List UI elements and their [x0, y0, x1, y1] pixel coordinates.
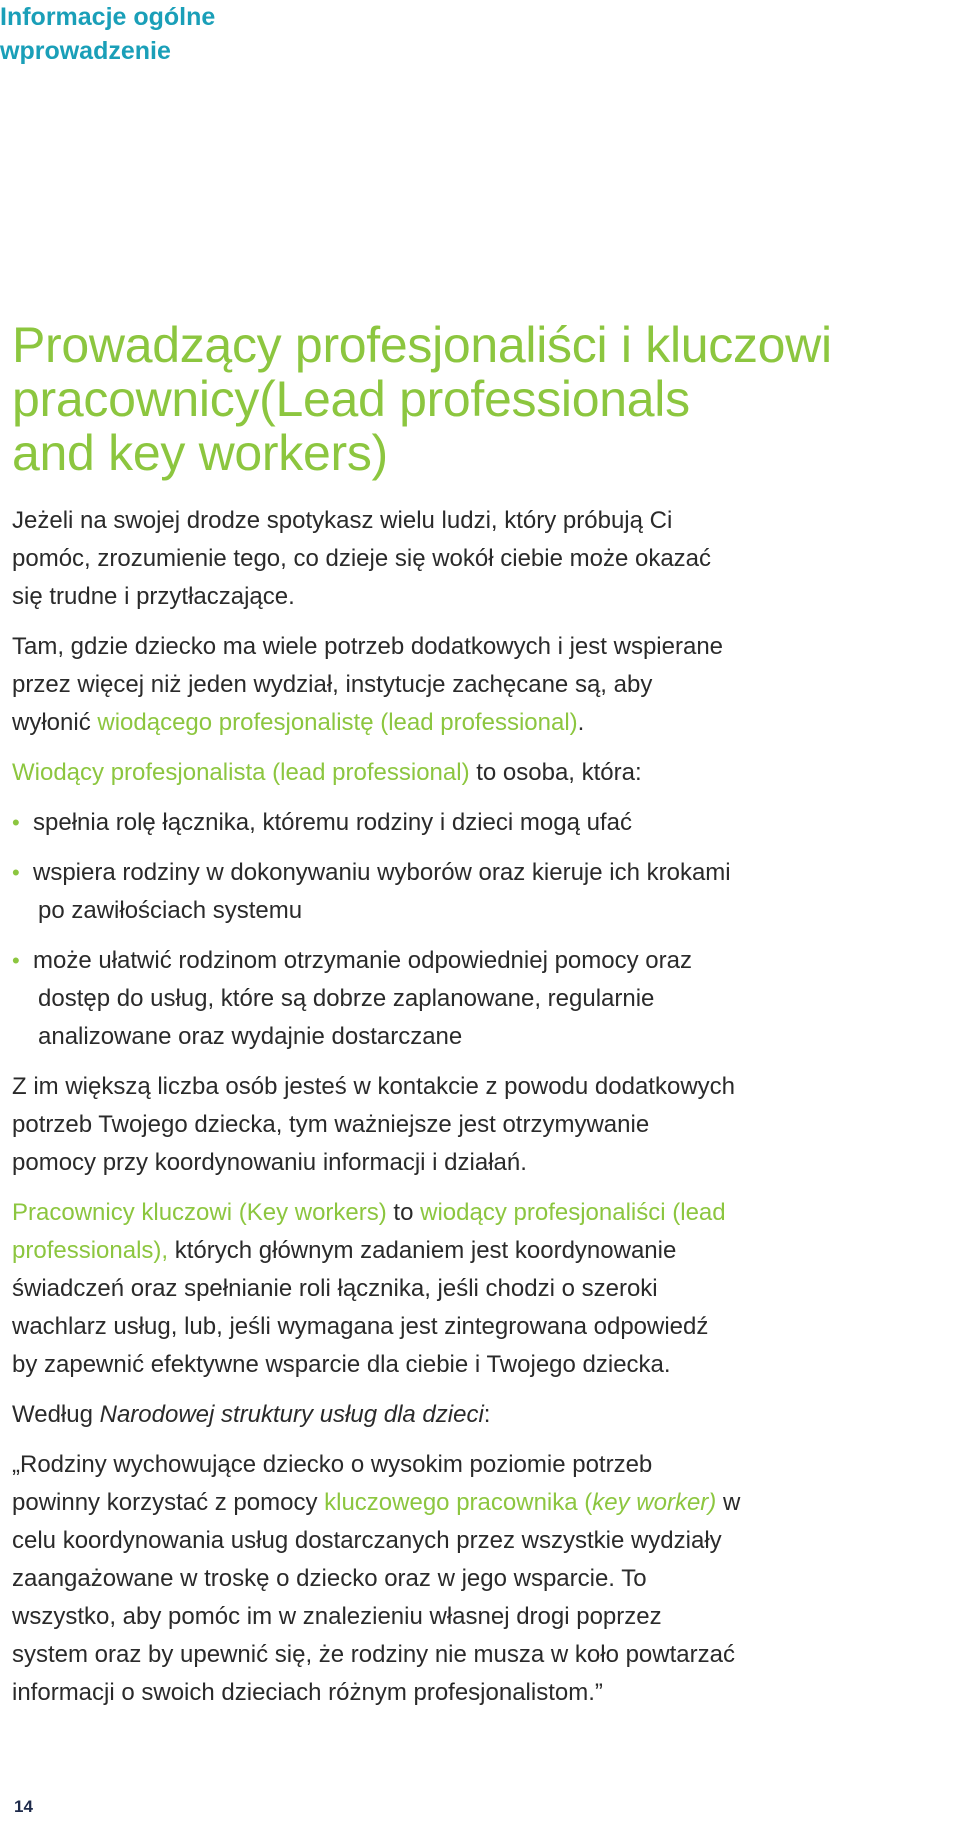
- quote-line-5: wszystko, aby pomóc im w znalezieniu własnej drogi poprzez: [12, 1603, 662, 1630]
- lead-professional-intro-paragraph: [12, 628, 942, 742]
- quotation-text: [12, 1446, 942, 1712]
- lead-professionals-term: wiodący profesjonaliści (lead: [420, 1199, 726, 1226]
- paragraph-4-line-3: pomocy przy koordynowaniu informacji i działań.: [12, 1149, 527, 1176]
- section-header: [0, 0, 215, 68]
- intro-line-1: Jeżeli na swojej drodze spotykasz wielu ludzi, który próbują Ci: [12, 507, 673, 534]
- bullet-icon: •: [12, 810, 20, 835]
- quotation-block: [12, 1446, 942, 1712]
- quote-line-2: [12, 1484, 942, 1522]
- list-item-text: [33, 942, 942, 1056]
- bullet-icon: •: [12, 860, 20, 885]
- page-title: [12, 318, 952, 480]
- intro-line-2: pomóc, zrozumienie tego, co dzieje się wokół ciebie może okazać: [12, 545, 712, 572]
- intro-paragraph: [12, 502, 942, 616]
- list-item-text: [33, 854, 942, 930]
- list-item-line: wspiera rodziny w dokonywaniu wyborów oraz kieruje ich krokami: [33, 859, 731, 886]
- paragraph-2-text: wyłonić: [12, 709, 98, 736]
- coordination-paragraph: [12, 1068, 942, 1182]
- intro-line-3: się trudne i przytłaczające.: [12, 583, 295, 610]
- paragraph-4-line-1: Z im większą liczba osób jesteś w kontakcie z powodu dodatkowych: [12, 1073, 735, 1100]
- list-item-line: spełnia rolę łącznika, któremu rodziny i dzieci mogą ufać: [33, 809, 632, 836]
- quote-line-4: zaangażowane w troskę o dziecko oraz w jego wsparcie. To: [12, 1565, 647, 1592]
- key-workers-paragraph: [12, 1194, 942, 1384]
- page-title-line-3: and key workers): [12, 425, 388, 481]
- list-item-line: analizowane oraz wydajnie dostarczane: [38, 1023, 463, 1050]
- page-title-line-1: Prowadzący profesjonaliści i kluczowi: [12, 317, 832, 373]
- list-item: [12, 804, 942, 842]
- paragraph-5-line-5: by zapewnić efektywne wsparcie dla ciebie i Twojego dziecka.: [12, 1351, 671, 1378]
- source-lead-in: Według: [12, 1401, 100, 1428]
- quote-text-continued: w: [716, 1489, 741, 1516]
- lead-professional-definition: [12, 754, 942, 792]
- source-colon: :: [483, 1401, 491, 1428]
- paragraph-5-text: których głównym zadaniem jest koordynowanie: [168, 1237, 677, 1264]
- lead-professional-term: wiodącego profesjonalistę (lead professional): [97, 709, 578, 736]
- quote-line-1: „Rodziny wychowujące dziecko o wysokim poziomie potrzeb: [12, 1451, 653, 1478]
- paragraph-2-line-2: przez więcej niż jeden wydział, instytucje zachęcane są, aby: [12, 671, 653, 698]
- paragraph-5-line-1: [12, 1194, 942, 1232]
- list-item: [12, 854, 942, 930]
- lead-professionals-term-continued: professionals),: [12, 1237, 169, 1264]
- key-worker-english-term: key worker): [592, 1489, 717, 1516]
- list-item: [12, 942, 942, 1056]
- paragraph-2-line-1: Tam, gdzie dziecko ma wiele potrzeb dodatkowych i jest wspierane: [12, 633, 724, 660]
- paragraph-5-line-4: wachlarz usług, lub, jeśli wymagana jest zintegrowana odpowiedź: [12, 1313, 709, 1340]
- definition-lead-in: to osoba, która:: [469, 759, 642, 786]
- key-worker-term: kluczowego pracownika (: [324, 1489, 593, 1516]
- key-workers-term: Pracownicy kluczowi (Key workers): [12, 1199, 387, 1226]
- page-number: 14: [14, 1797, 33, 1816]
- quote-line-7: informacji o swoich dzieciach różnym profesjonalistom.”: [12, 1679, 603, 1706]
- source-reference-paragraph: [12, 1396, 942, 1434]
- paragraph-2-line-3: [12, 704, 942, 742]
- list-item-line: po zawiłościach systemu: [38, 897, 303, 924]
- section-header-line-2: wprowadzenie: [0, 37, 171, 65]
- paragraph-4-line-2: potrzeb Twojego dziecka, tym ważniejsze jest otrzymywanie: [12, 1111, 650, 1138]
- list-item-line: może ułatwić rodzinom otrzymanie odpowiedniej pomocy oraz: [33, 947, 692, 974]
- page-title-line-2: pracownicy(Lead professionals: [12, 371, 690, 427]
- lead-professional-term-highlight: Wiodący profesjonalista (lead professional): [12, 759, 470, 786]
- quote-line-6: system oraz by upewnić się, że rodziny nie musza w koło powtarzać: [12, 1641, 735, 1668]
- list-item-line: dostęp do usług, które są dobrze zaplanowane, regularnie: [38, 985, 655, 1012]
- paragraph-5-line-3: świadczeń oraz spełnianie roli łącznika, jeśli chodzi o szeroki: [12, 1275, 658, 1302]
- paragraph-5-line-2: [12, 1232, 942, 1270]
- quote-line-3: celu koordynowania usług dostarczanych przez wszystkie wydziały: [12, 1527, 722, 1554]
- source-title: Narodowej struktury usług dla dzieci: [99, 1401, 484, 1428]
- quote-text: powinny korzystać z pomocy: [12, 1489, 325, 1516]
- list-item-text: [33, 804, 942, 842]
- section-header-line-1: Informacje ogólne: [0, 3, 216, 31]
- article-body: [12, 502, 942, 1712]
- lead-professional-duties-list: [12, 804, 942, 1056]
- paragraph-2-period: .: [577, 709, 585, 736]
- bullet-icon: •: [12, 948, 20, 973]
- paragraph-5-connector: to: [386, 1199, 421, 1226]
